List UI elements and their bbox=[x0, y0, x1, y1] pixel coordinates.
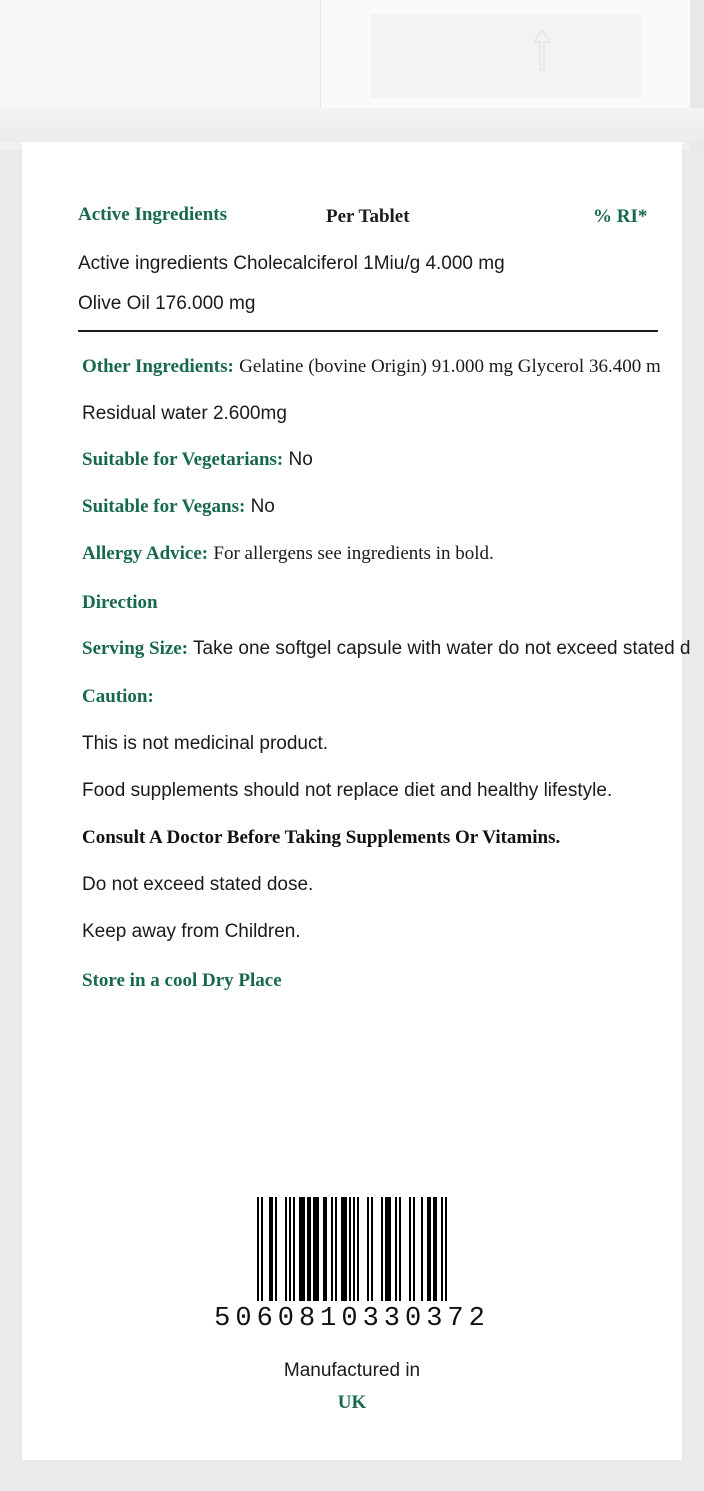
suitable-vegans-value: No bbox=[250, 496, 275, 517]
other-ingredients-row bbox=[82, 332, 672, 379]
table-header-row bbox=[56, 204, 672, 236]
barcode-number: 5060810330372 bbox=[214, 1304, 490, 1334]
package-bottom-strip bbox=[0, 1460, 704, 1491]
table-row: Olive Oil 176.000 mg bbox=[78, 292, 256, 314]
caution-line-consult-doctor: Consult A Doctor Before Taking Supplements Or Vitamins. bbox=[82, 827, 561, 849]
serving-size-value: Take one softgel capsule with water do not exceed stated d bbox=[193, 637, 691, 659]
table-row: Active ingredients Cholecalciferol 1Miu/g 4.000 mg bbox=[78, 253, 505, 274]
caution-heading: Caution: bbox=[82, 686, 154, 708]
country-of-manufacture: UK bbox=[337, 1392, 367, 1413]
other-ingredients-value: Gelatine (bovine Origin) 91.000 mg Glycerol 36.400 m bbox=[239, 355, 661, 377]
suitable-vegans-label: Suitable for Vegans: bbox=[82, 496, 246, 517]
serving-size-row bbox=[82, 614, 691, 661]
caution-line: This is not medicinal product. bbox=[82, 733, 329, 755]
column-header-percent-ri: % RI* bbox=[593, 206, 648, 227]
caution-line: Keep away from Children. bbox=[82, 921, 301, 943]
up-arrow-icon bbox=[530, 28, 554, 72]
allergy-advice-label: Allergy Advice: bbox=[82, 542, 209, 564]
nutrition-label bbox=[22, 142, 691, 1460]
residual-water-row: Residual water 2.600mg bbox=[82, 403, 287, 425]
package-flap-inner bbox=[371, 14, 641, 98]
caution-line: Food supplements should not replace diet and healthy lifestyle. bbox=[82, 780, 613, 802]
direction-heading: Direction bbox=[82, 591, 158, 613]
barcode-image bbox=[257, 1197, 447, 1301]
other-ingredients-label: Other Ingredients: bbox=[82, 355, 234, 377]
package-top-left-panel bbox=[0, 0, 320, 118]
package-flap bbox=[320, 0, 692, 110]
barcode-block bbox=[22, 1184, 682, 1414]
allergy-advice-value: For allergens see ingredients in bold. bbox=[213, 542, 494, 564]
package-shadow bbox=[0, 108, 704, 142]
suitable-vegetarians-value: No bbox=[288, 449, 313, 471]
serving-size-label: Serving Size: bbox=[82, 637, 189, 659]
storage-note: Store in a cool Dry Place bbox=[82, 970, 282, 992]
caution-line: Do not exceed stated dose. bbox=[82, 874, 314, 896]
column-header-active-ingredients: Active Ingredients bbox=[78, 204, 227, 225]
suitable-vegetarians-row bbox=[82, 425, 672, 472]
suitable-vegans-row bbox=[82, 472, 672, 519]
label-content bbox=[56, 204, 691, 992]
manufactured-in-text: Manufactured in bbox=[283, 1360, 421, 1381]
allergy-advice-row bbox=[82, 519, 672, 566]
column-header-per-tablet: Per Tablet bbox=[326, 206, 410, 227]
package-top-area bbox=[0, 0, 704, 150]
suitable-vegetarians-label: Suitable for Vegetarians: bbox=[82, 449, 284, 471]
